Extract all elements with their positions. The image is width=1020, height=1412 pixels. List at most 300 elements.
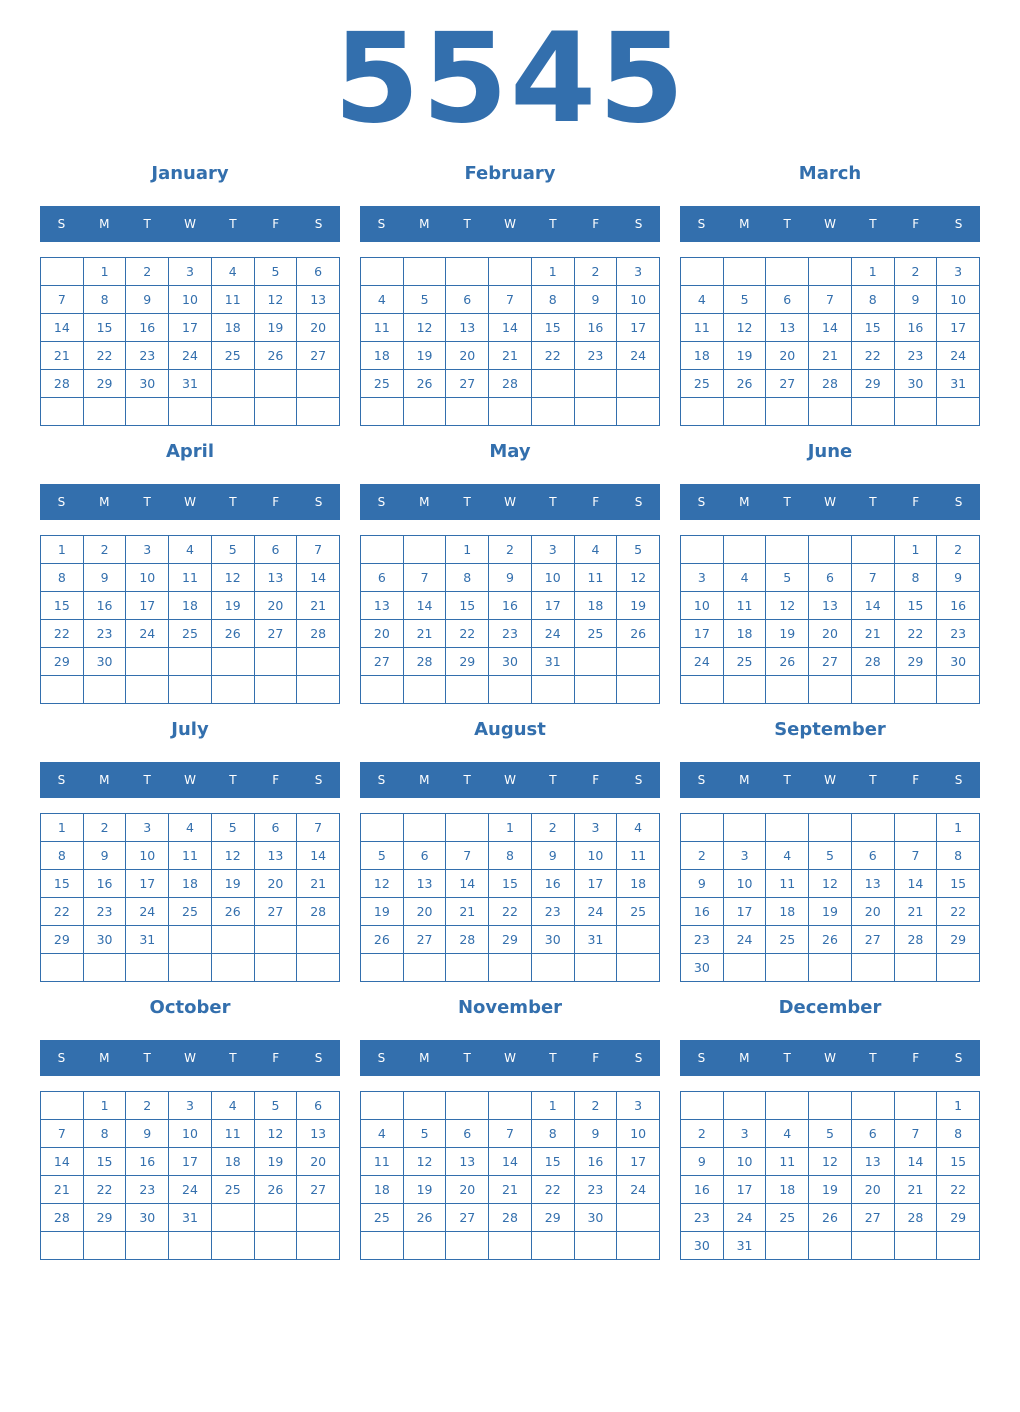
day-cell[interactable]: 23 (126, 342, 169, 370)
day-cell[interactable]: 13 (297, 286, 340, 314)
day-cell[interactable]: 29 (489, 926, 532, 954)
day-cell[interactable]: 9 (575, 286, 618, 314)
day-cell[interactable]: 5 (404, 286, 447, 314)
day-cell[interactable]: 11 (724, 592, 767, 620)
day-cell[interactable]: 23 (937, 620, 980, 648)
day-cell[interactable]: 11 (766, 870, 809, 898)
day-cell[interactable]: 24 (617, 342, 660, 370)
day-cell[interactable]: 6 (446, 286, 489, 314)
day-cell[interactable]: 21 (446, 898, 489, 926)
day-cell[interactable]: 2 (84, 814, 127, 842)
day-cell[interactable]: 9 (126, 286, 169, 314)
day-cell[interactable]: 10 (126, 842, 169, 870)
day-cell[interactable]: 31 (532, 648, 575, 676)
day-cell[interactable]: 6 (255, 814, 298, 842)
day-cell[interactable]: 3 (169, 1092, 212, 1120)
day-cell[interactable]: 13 (446, 1148, 489, 1176)
day-cell[interactable]: 23 (681, 926, 724, 954)
day-cell[interactable]: 7 (489, 1120, 532, 1148)
day-cell[interactable]: 19 (404, 342, 447, 370)
day-cell[interactable]: 27 (404, 926, 447, 954)
day-cell[interactable]: 3 (937, 258, 980, 286)
day-cell[interactable]: 14 (852, 592, 895, 620)
day-cell[interactable]: 2 (681, 1120, 724, 1148)
day-cell[interactable]: 22 (41, 898, 84, 926)
day-cell[interactable]: 9 (681, 870, 724, 898)
day-cell[interactable]: 13 (297, 1120, 340, 1148)
day-cell[interactable]: 26 (255, 1176, 298, 1204)
day-cell[interactable]: 27 (297, 1176, 340, 1204)
day-cell[interactable]: 16 (895, 314, 938, 342)
day-cell[interactable]: 20 (297, 314, 340, 342)
day-cell[interactable]: 19 (809, 898, 852, 926)
day-cell[interactable]: 30 (84, 926, 127, 954)
day-cell[interactable]: 16 (681, 898, 724, 926)
day-cell[interactable]: 29 (446, 648, 489, 676)
day-cell[interactable]: 18 (169, 870, 212, 898)
day-cell[interactable]: 11 (361, 1148, 404, 1176)
day-cell[interactable]: 25 (575, 620, 618, 648)
day-cell[interactable]: 25 (212, 1176, 255, 1204)
day-cell[interactable]: 20 (446, 1176, 489, 1204)
day-cell[interactable]: 3 (126, 536, 169, 564)
day-cell[interactable]: 12 (617, 564, 660, 592)
day-cell[interactable]: 29 (84, 1204, 127, 1232)
day-cell[interactable]: 1 (532, 258, 575, 286)
day-cell[interactable]: 25 (361, 370, 404, 398)
day-cell[interactable]: 30 (489, 648, 532, 676)
day-cell[interactable]: 24 (681, 648, 724, 676)
day-cell[interactable]: 4 (766, 1120, 809, 1148)
day-cell[interactable]: 20 (255, 870, 298, 898)
day-cell[interactable]: 15 (532, 1148, 575, 1176)
day-cell[interactable]: 28 (404, 648, 447, 676)
day-cell[interactable]: 22 (41, 620, 84, 648)
day-cell[interactable]: 5 (809, 1120, 852, 1148)
day-cell[interactable]: 20 (255, 592, 298, 620)
day-cell[interactable]: 2 (84, 536, 127, 564)
day-cell[interactable]: 18 (575, 592, 618, 620)
day-cell[interactable]: 17 (169, 314, 212, 342)
day-cell[interactable]: 22 (532, 342, 575, 370)
day-cell[interactable]: 30 (895, 370, 938, 398)
day-cell[interactable]: 7 (852, 564, 895, 592)
day-cell[interactable]: 22 (446, 620, 489, 648)
day-cell[interactable]: 18 (212, 314, 255, 342)
day-cell[interactable]: 12 (724, 314, 767, 342)
day-cell[interactable]: 3 (617, 1092, 660, 1120)
day-cell[interactable]: 16 (84, 592, 127, 620)
day-cell[interactable]: 5 (212, 814, 255, 842)
day-cell[interactable]: 15 (937, 1148, 980, 1176)
day-cell[interactable]: 19 (212, 592, 255, 620)
day-cell[interactable]: 17 (937, 314, 980, 342)
day-cell[interactable]: 22 (84, 1176, 127, 1204)
day-cell[interactable]: 28 (297, 620, 340, 648)
day-cell[interactable]: 21 (489, 342, 532, 370)
day-cell[interactable]: 6 (361, 564, 404, 592)
day-cell[interactable]: 27 (446, 1204, 489, 1232)
day-cell[interactable]: 7 (446, 842, 489, 870)
day-cell[interactable]: 25 (724, 648, 767, 676)
day-cell[interactable]: 22 (489, 898, 532, 926)
day-cell[interactable]: 25 (766, 926, 809, 954)
day-cell[interactable]: 26 (212, 620, 255, 648)
day-cell[interactable]: 8 (532, 1120, 575, 1148)
day-cell[interactable]: 27 (255, 620, 298, 648)
day-cell[interactable]: 19 (212, 870, 255, 898)
day-cell[interactable]: 2 (489, 536, 532, 564)
day-cell[interactable]: 6 (766, 286, 809, 314)
day-cell[interactable]: 24 (724, 1204, 767, 1232)
day-cell[interactable]: 11 (212, 1120, 255, 1148)
day-cell[interactable]: 4 (169, 536, 212, 564)
day-cell[interactable]: 8 (937, 842, 980, 870)
day-cell[interactable]: 30 (84, 648, 127, 676)
day-cell[interactable]: 18 (361, 1176, 404, 1204)
day-cell[interactable]: 17 (126, 870, 169, 898)
day-cell[interactable]: 22 (937, 1176, 980, 1204)
day-cell[interactable]: 19 (404, 1176, 447, 1204)
day-cell[interactable]: 18 (681, 342, 724, 370)
day-cell[interactable]: 22 (84, 342, 127, 370)
day-cell[interactable]: 29 (41, 648, 84, 676)
day-cell[interactable]: 26 (809, 1204, 852, 1232)
day-cell[interactable]: 10 (724, 870, 767, 898)
day-cell[interactable]: 10 (617, 1120, 660, 1148)
day-cell[interactable]: 18 (766, 898, 809, 926)
day-cell[interactable]: 13 (446, 314, 489, 342)
day-cell[interactable]: 8 (489, 842, 532, 870)
day-cell[interactable]: 1 (895, 536, 938, 564)
day-cell[interactable]: 9 (575, 1120, 618, 1148)
day-cell[interactable]: 25 (617, 898, 660, 926)
day-cell[interactable]: 15 (937, 870, 980, 898)
day-cell[interactable]: 8 (852, 286, 895, 314)
day-cell[interactable]: 2 (681, 842, 724, 870)
day-cell[interactable]: 2 (575, 258, 618, 286)
day-cell[interactable]: 12 (212, 564, 255, 592)
day-cell[interactable]: 27 (361, 648, 404, 676)
day-cell[interactable]: 12 (212, 842, 255, 870)
day-cell[interactable]: 2 (126, 258, 169, 286)
day-cell[interactable]: 21 (297, 592, 340, 620)
day-cell[interactable]: 17 (724, 1176, 767, 1204)
day-cell[interactable]: 15 (41, 870, 84, 898)
day-cell[interactable]: 15 (446, 592, 489, 620)
day-cell[interactable]: 27 (297, 342, 340, 370)
day-cell[interactable]: 28 (809, 370, 852, 398)
day-cell[interactable]: 12 (361, 870, 404, 898)
day-cell[interactable]: 7 (297, 814, 340, 842)
day-cell[interactable]: 17 (724, 898, 767, 926)
day-cell[interactable]: 8 (84, 1120, 127, 1148)
day-cell[interactable]: 20 (766, 342, 809, 370)
day-cell[interactable]: 19 (255, 1148, 298, 1176)
day-cell[interactable]: 27 (852, 1204, 895, 1232)
day-cell[interactable]: 6 (809, 564, 852, 592)
day-cell[interactable]: 30 (126, 370, 169, 398)
day-cell[interactable]: 4 (766, 842, 809, 870)
day-cell[interactable]: 9 (681, 1148, 724, 1176)
day-cell[interactable]: 8 (84, 286, 127, 314)
day-cell[interactable]: 13 (361, 592, 404, 620)
day-cell[interactable]: 16 (84, 870, 127, 898)
day-cell[interactable]: 3 (681, 564, 724, 592)
day-cell[interactable]: 11 (617, 842, 660, 870)
day-cell[interactable]: 5 (766, 564, 809, 592)
day-cell[interactable]: 17 (617, 314, 660, 342)
day-cell[interactable]: 20 (852, 1176, 895, 1204)
day-cell[interactable]: 4 (361, 286, 404, 314)
day-cell[interactable]: 17 (532, 592, 575, 620)
day-cell[interactable]: 29 (532, 1204, 575, 1232)
day-cell[interactable]: 29 (852, 370, 895, 398)
day-cell[interactable]: 11 (575, 564, 618, 592)
day-cell[interactable]: 14 (809, 314, 852, 342)
day-cell[interactable]: 14 (489, 314, 532, 342)
day-cell[interactable]: 8 (532, 286, 575, 314)
day-cell[interactable]: 16 (489, 592, 532, 620)
day-cell[interactable]: 9 (84, 842, 127, 870)
day-cell[interactable]: 7 (895, 1120, 938, 1148)
day-cell[interactable]: 12 (404, 314, 447, 342)
day-cell[interactable]: 11 (169, 842, 212, 870)
day-cell[interactable]: 5 (809, 842, 852, 870)
day-cell[interactable]: 31 (169, 1204, 212, 1232)
day-cell[interactable]: 21 (404, 620, 447, 648)
day-cell[interactable]: 28 (41, 370, 84, 398)
day-cell[interactable]: 1 (41, 814, 84, 842)
day-cell[interactable]: 23 (575, 1176, 618, 1204)
day-cell[interactable]: 1 (84, 258, 127, 286)
day-cell[interactable]: 2 (575, 1092, 618, 1120)
day-cell[interactable]: 17 (681, 620, 724, 648)
day-cell[interactable]: 6 (404, 842, 447, 870)
day-cell[interactable]: 4 (681, 286, 724, 314)
day-cell[interactable]: 27 (852, 926, 895, 954)
day-cell[interactable]: 29 (84, 370, 127, 398)
day-cell[interactable]: 15 (489, 870, 532, 898)
day-cell[interactable]: 1 (84, 1092, 127, 1120)
day-cell[interactable]: 9 (126, 1120, 169, 1148)
day-cell[interactable]: 25 (681, 370, 724, 398)
day-cell[interactable]: 8 (446, 564, 489, 592)
day-cell[interactable]: 19 (766, 620, 809, 648)
day-cell[interactable]: 7 (404, 564, 447, 592)
day-cell[interactable]: 6 (297, 258, 340, 286)
day-cell[interactable]: 31 (126, 926, 169, 954)
day-cell[interactable]: 12 (255, 286, 298, 314)
day-cell[interactable]: 4 (575, 536, 618, 564)
day-cell[interactable]: 22 (852, 342, 895, 370)
day-cell[interactable]: 24 (126, 898, 169, 926)
day-cell[interactable]: 7 (297, 536, 340, 564)
day-cell[interactable]: 28 (489, 370, 532, 398)
day-cell[interactable]: 4 (724, 564, 767, 592)
day-cell[interactable]: 23 (681, 1204, 724, 1232)
day-cell[interactable]: 28 (41, 1204, 84, 1232)
day-cell[interactable]: 1 (41, 536, 84, 564)
day-cell[interactable]: 14 (297, 564, 340, 592)
day-cell[interactable]: 5 (255, 1092, 298, 1120)
day-cell[interactable]: 20 (404, 898, 447, 926)
day-cell[interactable]: 17 (169, 1148, 212, 1176)
day-cell[interactable]: 3 (724, 842, 767, 870)
day-cell[interactable]: 20 (852, 898, 895, 926)
day-cell[interactable]: 20 (809, 620, 852, 648)
day-cell[interactable]: 7 (489, 286, 532, 314)
day-cell[interactable]: 21 (41, 342, 84, 370)
day-cell[interactable]: 21 (852, 620, 895, 648)
day-cell[interactable]: 26 (404, 370, 447, 398)
day-cell[interactable]: 28 (895, 926, 938, 954)
day-cell[interactable]: 13 (809, 592, 852, 620)
day-cell[interactable]: 3 (169, 258, 212, 286)
day-cell[interactable]: 8 (937, 1120, 980, 1148)
day-cell[interactable]: 26 (404, 1204, 447, 1232)
day-cell[interactable]: 14 (404, 592, 447, 620)
day-cell[interactable]: 20 (297, 1148, 340, 1176)
day-cell[interactable]: 13 (766, 314, 809, 342)
day-cell[interactable]: 30 (937, 648, 980, 676)
day-cell[interactable]: 4 (212, 1092, 255, 1120)
day-cell[interactable]: 25 (169, 620, 212, 648)
day-cell[interactable]: 30 (681, 954, 724, 982)
day-cell[interactable]: 16 (575, 314, 618, 342)
day-cell[interactable]: 1 (852, 258, 895, 286)
day-cell[interactable]: 10 (681, 592, 724, 620)
day-cell[interactable]: 10 (937, 286, 980, 314)
day-cell[interactable]: 10 (169, 286, 212, 314)
day-cell[interactable]: 14 (297, 842, 340, 870)
day-cell[interactable]: 3 (617, 258, 660, 286)
day-cell[interactable]: 9 (532, 842, 575, 870)
day-cell[interactable]: 30 (126, 1204, 169, 1232)
day-cell[interactable]: 21 (41, 1176, 84, 1204)
day-cell[interactable]: 23 (84, 898, 127, 926)
day-cell[interactable]: 8 (41, 842, 84, 870)
day-cell[interactable]: 19 (809, 1176, 852, 1204)
day-cell[interactable]: 29 (41, 926, 84, 954)
day-cell[interactable]: 23 (575, 342, 618, 370)
day-cell[interactable]: 24 (724, 926, 767, 954)
day-cell[interactable]: 20 (361, 620, 404, 648)
day-cell[interactable]: 1 (937, 1092, 980, 1120)
day-cell[interactable]: 16 (532, 870, 575, 898)
day-cell[interactable]: 24 (126, 620, 169, 648)
day-cell[interactable]: 3 (532, 536, 575, 564)
day-cell[interactable]: 30 (575, 1204, 618, 1232)
day-cell[interactable]: 24 (169, 1176, 212, 1204)
day-cell[interactable]: 14 (895, 870, 938, 898)
day-cell[interactable]: 16 (681, 1176, 724, 1204)
day-cell[interactable]: 18 (617, 870, 660, 898)
day-cell[interactable]: 2 (126, 1092, 169, 1120)
day-cell[interactable]: 2 (895, 258, 938, 286)
day-cell[interactable]: 23 (489, 620, 532, 648)
day-cell[interactable]: 6 (852, 842, 895, 870)
day-cell[interactable]: 18 (766, 1176, 809, 1204)
day-cell[interactable]: 14 (489, 1148, 532, 1176)
day-cell[interactable]: 20 (446, 342, 489, 370)
day-cell[interactable]: 15 (532, 314, 575, 342)
day-cell[interactable]: 19 (617, 592, 660, 620)
day-cell[interactable]: 7 (809, 286, 852, 314)
day-cell[interactable]: 27 (766, 370, 809, 398)
day-cell[interactable]: 3 (126, 814, 169, 842)
day-cell[interactable]: 1 (446, 536, 489, 564)
day-cell[interactable]: 26 (361, 926, 404, 954)
day-cell[interactable]: 10 (575, 842, 618, 870)
day-cell[interactable]: 9 (489, 564, 532, 592)
day-cell[interactable]: 26 (766, 648, 809, 676)
day-cell[interactable]: 26 (255, 342, 298, 370)
day-cell[interactable]: 31 (937, 370, 980, 398)
day-cell[interactable]: 23 (84, 620, 127, 648)
day-cell[interactable]: 12 (404, 1148, 447, 1176)
day-cell[interactable]: 26 (724, 370, 767, 398)
day-cell[interactable]: 9 (937, 564, 980, 592)
day-cell[interactable]: 13 (852, 1148, 895, 1176)
day-cell[interactable]: 25 (212, 342, 255, 370)
day-cell[interactable]: 27 (446, 370, 489, 398)
day-cell[interactable]: 11 (361, 314, 404, 342)
day-cell[interactable]: 22 (532, 1176, 575, 1204)
day-cell[interactable]: 26 (809, 926, 852, 954)
day-cell[interactable]: 23 (126, 1176, 169, 1204)
day-cell[interactable]: 6 (446, 1120, 489, 1148)
day-cell[interactable]: 26 (212, 898, 255, 926)
day-cell[interactable]: 18 (169, 592, 212, 620)
day-cell[interactable]: 12 (766, 592, 809, 620)
day-cell[interactable]: 2 (937, 536, 980, 564)
day-cell[interactable]: 17 (575, 870, 618, 898)
day-cell[interactable]: 18 (361, 342, 404, 370)
day-cell[interactable]: 14 (895, 1148, 938, 1176)
day-cell[interactable]: 13 (404, 870, 447, 898)
day-cell[interactable]: 26 (617, 620, 660, 648)
day-cell[interactable]: 6 (852, 1120, 895, 1148)
day-cell[interactable]: 7 (895, 842, 938, 870)
day-cell[interactable]: 7 (41, 1120, 84, 1148)
day-cell[interactable]: 10 (169, 1120, 212, 1148)
day-cell[interactable]: 14 (446, 870, 489, 898)
day-cell[interactable]: 11 (766, 1148, 809, 1176)
day-cell[interactable]: 29 (895, 648, 938, 676)
day-cell[interactable]: 4 (617, 814, 660, 842)
day-cell[interactable]: 8 (41, 564, 84, 592)
day-cell[interactable]: 1 (532, 1092, 575, 1120)
day-cell[interactable]: 13 (255, 564, 298, 592)
day-cell[interactable]: 1 (489, 814, 532, 842)
day-cell[interactable]: 10 (617, 286, 660, 314)
day-cell[interactable]: 11 (169, 564, 212, 592)
day-cell[interactable]: 12 (809, 1148, 852, 1176)
day-cell[interactable]: 15 (84, 1148, 127, 1176)
day-cell[interactable]: 21 (809, 342, 852, 370)
day-cell[interactable]: 19 (255, 314, 298, 342)
day-cell[interactable]: 21 (895, 898, 938, 926)
day-cell[interactable]: 29 (937, 926, 980, 954)
day-cell[interactable]: 5 (724, 286, 767, 314)
day-cell[interactable]: 28 (895, 1204, 938, 1232)
day-cell[interactable]: 3 (575, 814, 618, 842)
day-cell[interactable]: 12 (255, 1120, 298, 1148)
day-cell[interactable]: 31 (169, 370, 212, 398)
day-cell[interactable]: 25 (169, 898, 212, 926)
day-cell[interactable]: 5 (617, 536, 660, 564)
